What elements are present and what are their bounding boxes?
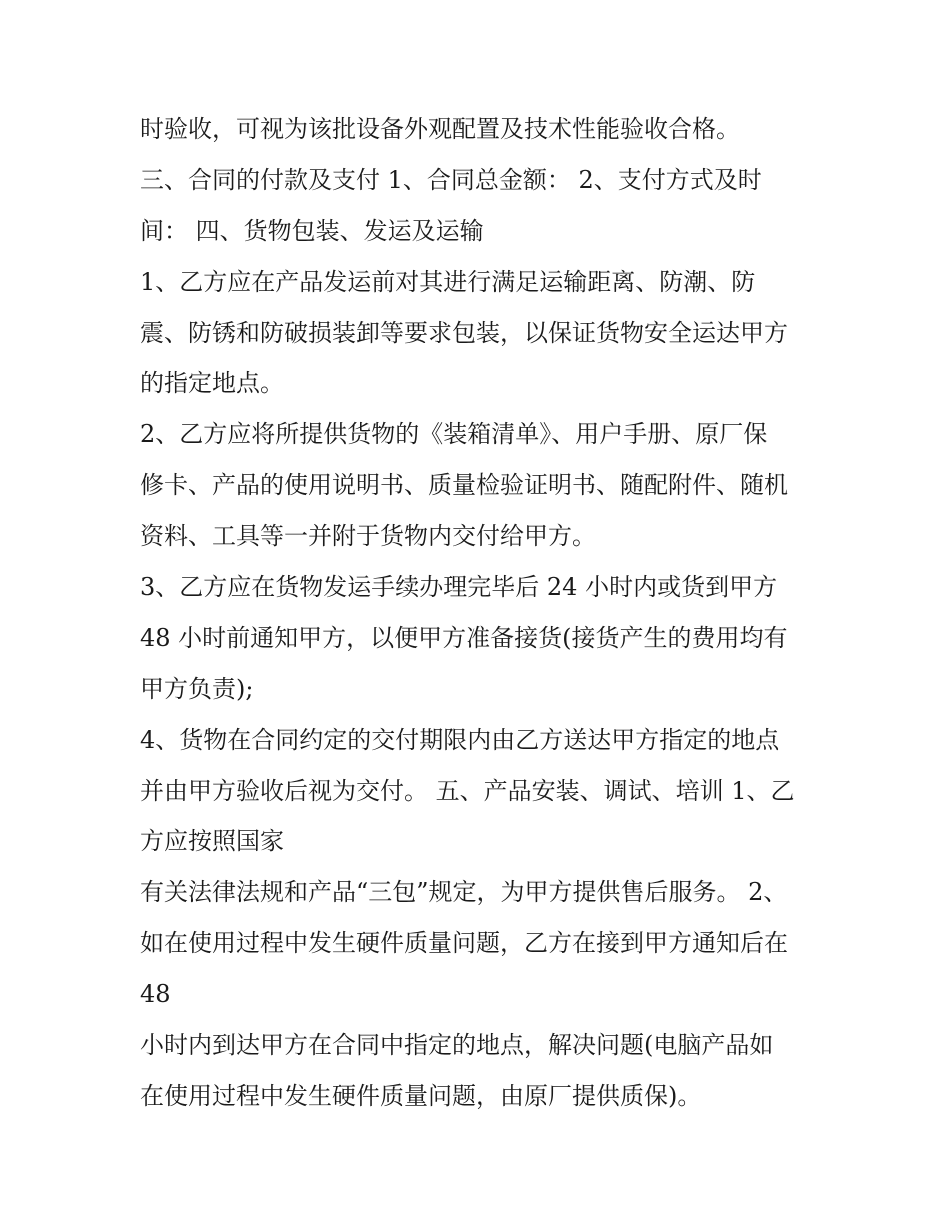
text-line: 并由甲方验收后视为交付。 五、产品安装、调试、培训 1、乙 <box>140 776 795 805</box>
text-line: 有关法律法规和产品“三包”规定，为甲方提供售后服务。 2、 <box>140 878 788 907</box>
text-line: 1、乙方应在产品发运前对其进行满足运输距离、防潮、防 <box>140 267 756 296</box>
text-line: 在使用过程中发生硬件质量问题，由原厂提供质保)。 <box>140 1081 702 1110</box>
text-line: 三、合同的付款及支付 1、合同总金额： 2、支付方式及时 <box>140 165 762 194</box>
document-body <box>140 104 830 1122</box>
text-line: 甲方负责); <box>140 674 254 703</box>
text-line: 的指定地点。 <box>140 369 284 398</box>
text-line: 48 小时前通知甲方，以便甲方准备接货(接货产生的费用均有 <box>140 623 788 652</box>
text-line: 如在使用过程中发生硬件质量问题，乙方在接到甲方通知后在 <box>140 929 788 958</box>
text-line: 资料、工具等一并附于货物内交付给甲方。 <box>140 522 596 551</box>
text-line: 4、货物在合同约定的交付期限内由乙方送达甲方指定的地点 <box>140 725 780 754</box>
text-line: 方应按照国家 <box>140 827 284 856</box>
text-line: 时验收，可视为该批设备外观配置及技术性能验收合格。 <box>140 115 740 143</box>
text-line: 小时内到达甲方在合同中指定的地点，解决问题(电脑产品如 <box>140 1031 774 1060</box>
text-line: 2、乙方应将所提供货物的《装箱清单》、用户手册、原厂保 <box>140 420 768 449</box>
text-line: 修卡、产品的使用说明书、质量检验证明书、随配附件、随机 <box>140 471 788 500</box>
text-line: 间： 四、货物包装、发运及运输 <box>140 216 484 245</box>
text-line: 震、防锈和防破损装卸等要求包装，以保证货物安全运达甲方 <box>140 318 788 347</box>
text-line: 48 <box>140 980 171 1009</box>
text-line: 3、乙方应在货物发运手续办理完毕后 24 小时内或货到甲方 <box>140 573 778 602</box>
